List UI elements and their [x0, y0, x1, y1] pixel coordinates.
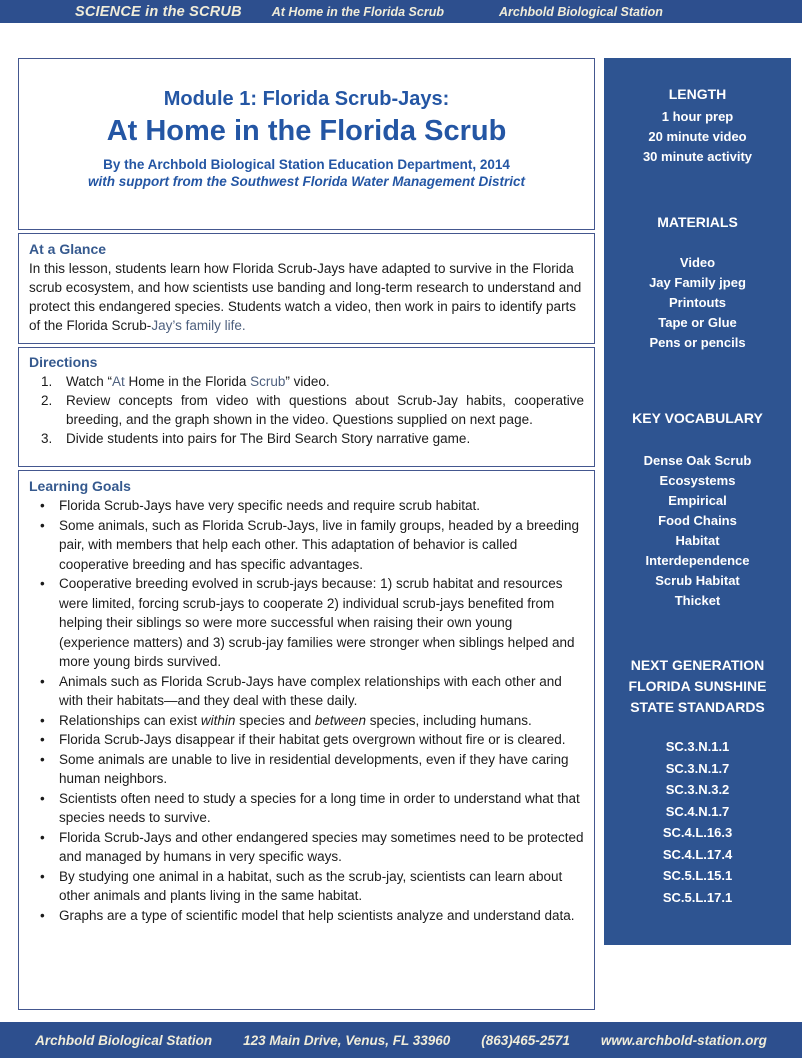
module-subtitle: Module 1: Florida Scrub-Jays:	[163, 88, 450, 110]
support-credit: with support from the Southwest Florida Water Management District	[87, 174, 526, 189]
bullet-icon: •	[40, 576, 45, 591]
length-heading: LENGTH	[668, 86, 727, 102]
step-1-accent-word-1: At	[112, 374, 125, 389]
bullet-icon: •	[40, 790, 45, 806]
goal-text: Scientists often need to study a species for a long time in order to understand what that species needs to survive.	[59, 790, 580, 825]
byline: By the Archbold Biological Station Education Department, 2014	[103, 157, 510, 172]
step-3-text: Divide students into pairs for The Bird Search Story narrative game.	[66, 431, 471, 446]
materials-item: Jay Family jpeg	[649, 275, 746, 290]
standards-heading	[604, 655, 791, 718]
goal-text: Florida Scrub-Jays and other endangered species may sometimes need to be protected and managed by humans in very specific ways.	[59, 829, 584, 864]
step-number: 1.	[41, 374, 53, 389]
bullet-icon: •	[40, 498, 45, 513]
goal-item	[29, 574, 584, 672]
title-panel	[18, 58, 595, 230]
directions-heading: Directions	[29, 354, 98, 370]
goal-text: Graphs are a type of scientific model that help scientists analyze and understand data.	[59, 907, 575, 923]
goal-text: Relationships can exist	[59, 712, 201, 728]
step-number: 2.	[41, 393, 53, 408]
vocabulary-item: Food Chains	[658, 513, 737, 528]
standards-heading-line: FLORIDA SUNSHINE	[628, 678, 767, 694]
banner-org: Archbold Biological Station	[499, 4, 663, 19]
vocabulary-item: Dense Oak Scrub	[643, 453, 752, 468]
learning-goals-list	[29, 496, 584, 925]
directions-list	[29, 372, 584, 448]
at-a-glance-heading: At a Glance	[29, 241, 107, 257]
goal-item	[29, 750, 584, 789]
footer-phone: (863)465-2571	[481, 1032, 570, 1048]
goal-text: Cooperative breeding evolved in scrub-jays because: 1) scrub habitat and resources were limited, forcing scrub-jays to cooperate 2) individual scrub-jays benefited from helping their siblings so were more successful when raising their own young (experience matters) and 3) scrub-jay families were stronger when siblings helped and more young birds survived.	[59, 576, 575, 669]
at-a-glance-text-accent: Jay’s family life.	[151, 318, 246, 333]
page-title: At Home in the Florida Scrub	[106, 115, 507, 147]
length-item: 30 minute activity	[642, 149, 753, 164]
at-a-glance-panel	[18, 233, 595, 344]
banner-doc-title: At Home in the Florida Scrub	[271, 4, 444, 19]
at-a-glance-text	[29, 259, 584, 335]
direction-step-1	[29, 372, 584, 391]
step-1-text: Watch “	[66, 374, 113, 389]
learning-goals-heading: Learning Goals	[29, 478, 131, 494]
goal-text: Some animals, such as Florida Scrub-Jays, live in family groups, headed by a breeding pair, with members that help each other. This adaptation of behavior is called cooperative breeding and has specific advantages.	[59, 517, 580, 572]
standard-code: SC.3.N.1.1	[665, 739, 730, 754]
length-item: 20 minute video	[648, 129, 747, 144]
direction-step-3	[29, 429, 584, 448]
goal-item	[29, 711, 584, 731]
bullet-icon: •	[40, 712, 45, 728]
goal-item	[29, 672, 584, 711]
bullet-icon: •	[40, 751, 45, 767]
vocabulary-item: Thicket	[674, 593, 721, 608]
goal-item	[29, 867, 584, 906]
vocabulary-heading: KEY VOCABULARY	[632, 410, 763, 426]
vocabulary-item: Ecosystems	[659, 473, 736, 488]
footer-address: 123 Main Drive, Venus, FL 33960	[243, 1032, 451, 1048]
standard-code: SC.4.L.17.4	[662, 846, 733, 862]
goal-item	[29, 496, 584, 516]
standards-heading-line: NEXT GENERATION	[630, 657, 765, 673]
vocabulary-item: Interdependence	[645, 553, 750, 568]
length-item: 1 hour prep	[661, 109, 734, 124]
bullet-icon: •	[40, 732, 45, 747]
goal-item	[29, 730, 584, 750]
goal-text: species, including humans.	[365, 712, 532, 728]
goal-item	[29, 828, 584, 867]
standard-code: SC.3.N.3.2	[665, 782, 730, 797]
standard-code: SC.4.N.1.7	[665, 803, 730, 819]
vocabulary-item: Habitat	[675, 533, 720, 548]
materials-item: Printouts	[668, 295, 727, 310]
directions-panel	[18, 347, 595, 467]
materials-item: Tape or Glue	[658, 315, 737, 330]
step-2-text: Review concepts from video with questions about Scrub-Jay habits, cooperative breeding, and the graph shown in the video. Questions supplied on next page.	[66, 393, 584, 427]
materials-item: Video	[679, 255, 716, 270]
vocabulary-items	[604, 451, 791, 611]
bullet-icon: •	[40, 907, 45, 923]
step-1-text-end: ” video.	[285, 374, 330, 389]
goal-text-italic: within	[200, 712, 236, 728]
materials-heading: MATERIALS	[657, 214, 738, 230]
goal-text: Some animals are unable to live in residential developments, even if they have caring human neighbors.	[59, 751, 569, 786]
direction-step-2	[29, 391, 584, 429]
vocabulary-item: Empirical	[668, 493, 727, 508]
goal-item	[29, 906, 584, 926]
footer-org: Archbold Biological Station	[35, 1032, 213, 1048]
bullet-icon: •	[40, 673, 45, 689]
step-1-text-mid: Home in the Florida	[124, 374, 251, 389]
footer-bar	[0, 1022, 802, 1058]
goal-item	[29, 516, 584, 575]
standards-items	[604, 736, 791, 908]
length-items	[604, 107, 791, 167]
footer-website-link[interactable]: www.archbold-station.org	[600, 1032, 767, 1048]
banner-brand: SCIENCE in the SCRUB	[75, 3, 242, 20]
standard-code: SC.4.L.16.3	[662, 825, 733, 840]
goal-text: Florida Scrub-Jays have very specific needs and require scrub habitat.	[59, 498, 480, 513]
goal-text: Animals such as Florida Scrub-Jays have complex relationships with each other and with their habitats—and they deal with these daily.	[59, 673, 562, 708]
goal-item	[29, 789, 584, 828]
standard-code: SC.5.L.17.1	[662, 889, 733, 905]
goal-text: By studying one animal in a habitat, such as the scrub-jay, scientists can learn about other animals and plants living in the same habitat.	[59, 868, 563, 903]
standard-code: SC.5.L.15.1	[662, 868, 733, 883]
goal-text-italic: between	[314, 712, 366, 728]
bullet-icon: •	[40, 829, 45, 845]
standard-code: SC.3.N.1.7	[665, 760, 730, 776]
bullet-icon: •	[40, 517, 45, 533]
top-banner	[0, 0, 802, 23]
standards-heading-line: STATE STANDARDS	[630, 699, 765, 715]
goal-text: Florida Scrub-Jays disappear if their habitat gets overgrown without fire or is cleared.	[59, 732, 566, 747]
goal-text: species and	[235, 712, 315, 728]
materials-item: Pens or pencils	[649, 335, 746, 350]
learning-goals-panel	[18, 470, 595, 1010]
step-1-accent-word-2: Scrub	[250, 374, 286, 389]
bullet-icon: •	[40, 868, 45, 884]
at-a-glance-text-main: In this lesson, students learn how Florida Scrub-Jays have adapted to survive in the Florida scrub ecosystem, and how scientists use banding and long-term research to understand and protect this endangered species. Students watch a video, then work in pairs to identify parts of the Florida Scrub-	[29, 261, 582, 333]
materials-items	[604, 253, 791, 353]
step-number: 3.	[41, 431, 53, 446]
vocabulary-item: Scrub Habitat	[655, 573, 740, 588]
info-sidebar	[604, 58, 791, 945]
